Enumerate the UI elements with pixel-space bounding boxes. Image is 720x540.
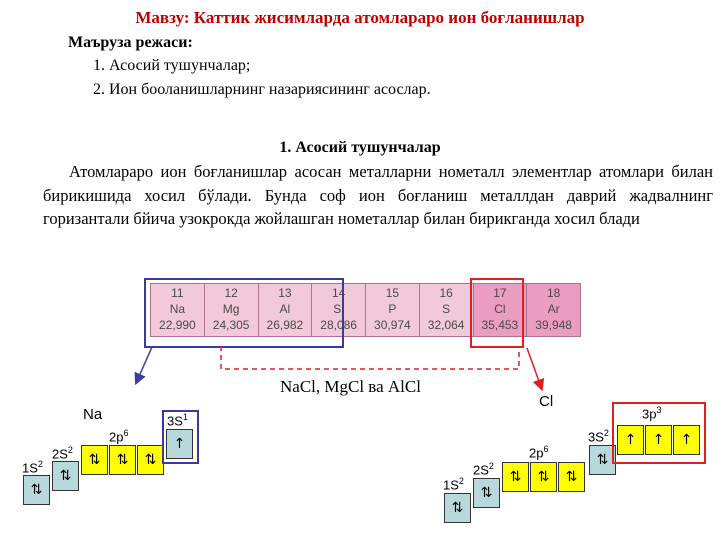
cl-arrow [527,348,541,387]
element-number: 15 [385,286,400,300]
element-symbol: Ar [547,302,560,316]
element-number: 18 [546,286,561,300]
na-arrow [137,347,152,381]
plan-item-2: 2. Ион бооланишларнинг назариясининг асослар. [93,81,431,98]
section-title: 1. Асосий тушунчалар [279,139,441,156]
element-mass: 22,990 [159,318,196,332]
element-mass: 24,305 [212,318,250,332]
na-2s-label: $2S^2$ [52,445,73,462]
element-symbol: P [388,302,397,316]
cl-3s-box: ⇅ [589,445,616,475]
na-1s-label: $1S^2$ [22,459,43,476]
cl-2p-box-3: ⇅ [558,462,585,492]
na-2p-box-1: ⇅ [81,445,108,475]
cl-3p-box-3: ↑ [673,425,700,455]
element-number: 11 [171,286,184,300]
element-number: 14 [331,286,346,300]
page-title: Мавзу: Каттик жисимларда атомлараро ион боғланишлар [135,8,585,27]
element-mass: 32,064 [427,318,465,332]
na-2p-label: $2p^6$ [109,428,129,445]
cl-element-label: Cl [539,393,554,410]
cl-1s-box: ⇅ [444,493,471,523]
cl-3p-box-1: ↑ [617,425,644,455]
cl-3p-label: $3p^3$ [642,405,662,422]
na-2p-box-3: ⇅ [137,445,164,475]
cl-3p-box-2: ↑ [645,425,672,455]
plan-item-1: 1. Асосий тушунчалар; [93,57,251,74]
element-symbol: Cl [494,302,506,316]
element-mass: 26,982 [266,318,304,332]
compounds-label: NaCl, MgCl ва AlCl [280,377,421,396]
na-1s-box: ⇅ [23,475,50,505]
na-3s-label: $3S^1$ [167,412,188,429]
element-mass: 28,086 [320,318,357,332]
section-paragraph: Атомлараро ион боғланишлар асосан металларни нометалл элементлар атомлари билан бирикишида хосил бўлади. Бунда соф ион боғланиш металлдан даврий жадвалнинг горизантали бйича узокрокда жойлашган нометаллар билан бирикганда хосил блади [43,162,713,228]
cl-2p-box-2: ⇅ [530,462,557,492]
element-mass: 35,453 [481,318,519,332]
element-symbol: Na [169,302,186,316]
na-3s-box: ↑ [166,429,193,459]
element-symbol: Al [279,302,291,316]
element-number: 12 [224,286,238,300]
na-element-label: Na [83,406,103,423]
plan-heading: Маъруза режаси: [68,34,193,51]
na-2p-box-2: ⇅ [109,445,136,475]
cl-2s-box: ⇅ [473,478,500,508]
element-number: 16 [439,286,453,300]
na-2s-box: ⇅ [52,461,79,491]
element-symbol: Mg [222,302,240,316]
cl-2p-label: $2p^6$ [529,444,549,461]
element-number: 13 [278,286,292,300]
cl-2p-box-1: ⇅ [502,462,529,492]
element-mass: 30,974 [374,318,411,332]
element-symbol: S [442,302,451,316]
element-symbol: Si [333,302,344,316]
dashed-link-line [221,346,519,369]
element-number: 17 [493,286,507,300]
cl-1s-label: $1S^2$ [443,476,464,493]
cl-2s-label: $2S^2$ [473,461,494,478]
element-mass: 39,948 [535,318,572,332]
cl-3s-label: $3S^2$ [588,428,609,445]
